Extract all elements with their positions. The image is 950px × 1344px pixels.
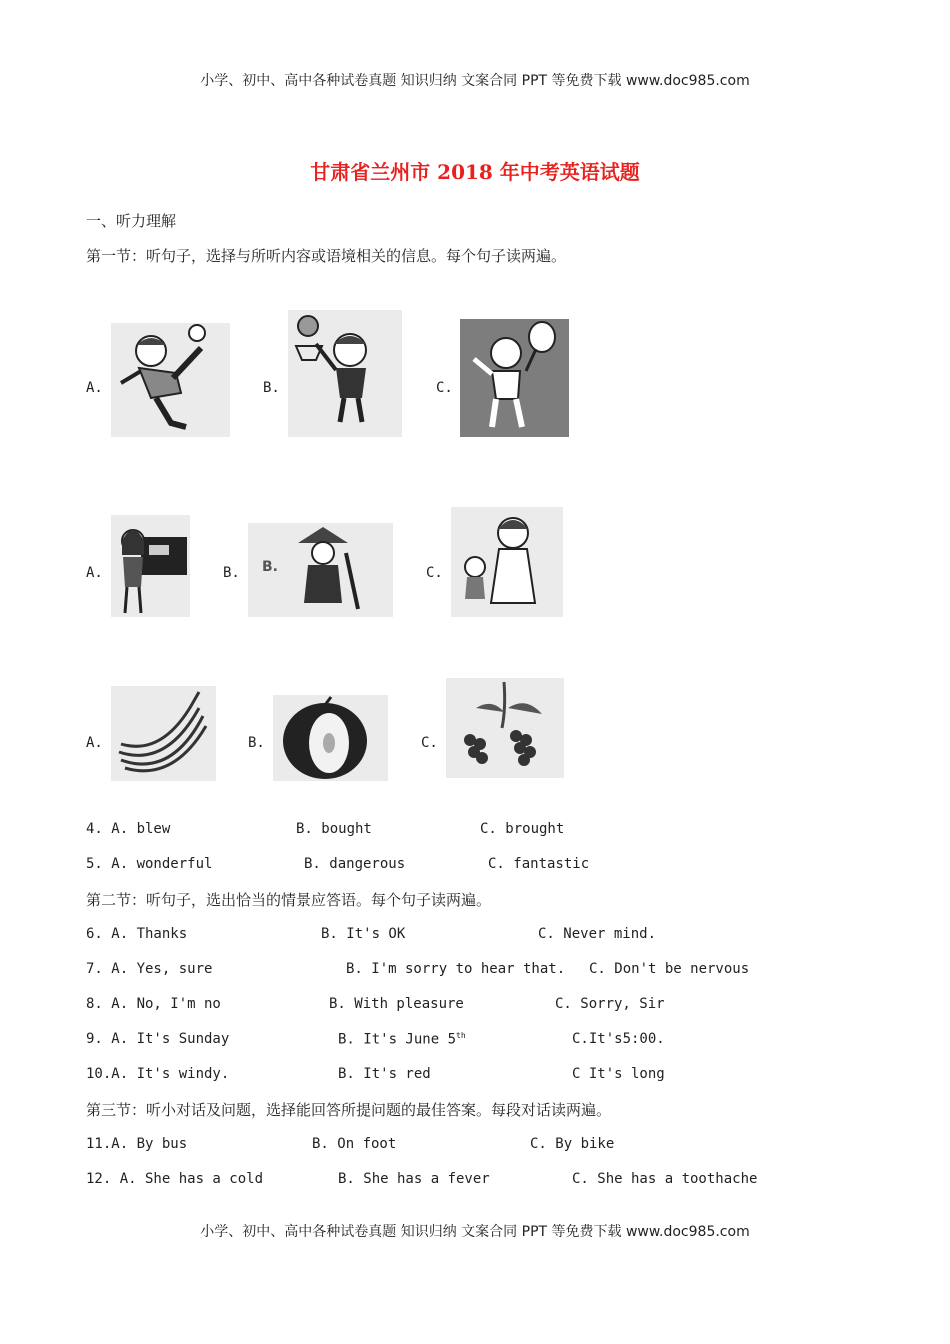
option-label-b: B. — [263, 380, 280, 396]
q11-option-a: 11.A. By bus — [86, 1136, 188, 1152]
q11-option-b: B. On foot — [312, 1136, 397, 1152]
q6-option-c: C. Never mind. — [538, 926, 657, 942]
option-label-a: A. — [86, 380, 103, 396]
q10-option-c: C It's long — [572, 1066, 665, 1082]
soccer-boy-image — [111, 323, 230, 437]
q12-option-b: B. She has a fever — [338, 1171, 490, 1187]
q12-option-c: C. She has a toothache — [572, 1171, 758, 1187]
section-heading: 一、听力理解 — [86, 212, 177, 230]
option-label-a: A. — [86, 735, 103, 751]
page-header: 小学、初中、高中各种试卷真题 知识归纳 文案合同 PPT 等免费下载 www.doc985.com — [200, 73, 750, 89]
q4-option-a: 4. A. blew — [86, 821, 171, 837]
overlay-letter-b: B. — [262, 559, 278, 575]
basketball-boy-image — [288, 310, 402, 437]
option-label-b: B. — [223, 565, 240, 581]
q8-option-a: 8. A. No, I'm no — [86, 996, 221, 1012]
badminton-girl-image — [460, 319, 569, 437]
farmer-woman-image — [248, 523, 393, 617]
q4-option-b: B. bought — [296, 821, 372, 837]
q5-option-b: B. dangerous — [304, 856, 406, 872]
q9-option-b-superscript: th — [456, 1031, 466, 1040]
grapes-image — [446, 678, 564, 778]
option-label-c: C. — [421, 735, 438, 751]
q9-option-b-text: B. It's June 5 — [338, 1031, 457, 1048]
q9-option-c: C.It's5:00. — [572, 1031, 665, 1047]
option-label-c: C. — [426, 565, 443, 581]
teacher-blackboard-image — [111, 515, 190, 617]
q9-option-b — [338, 1031, 466, 1048]
q5-option-c: C. fantastic — [488, 856, 590, 872]
banana-image — [111, 686, 216, 781]
page-title: 甘肃省兰州市 2018 年中考英语试题 — [310, 160, 640, 184]
q8-option-c: C. Sorry, Sir — [555, 996, 665, 1012]
q4-option-c: C. brought — [480, 821, 565, 837]
page-footer: 小学、初中、高中各种试卷真题 知识归纳 文案合同 PPT 等免费下载 www.doc985.com — [200, 1224, 750, 1240]
q7-option-c: C. Don't be nervous — [589, 961, 750, 977]
option-label-c: C. — [436, 380, 453, 396]
q6-option-a: 6. A. Thanks — [86, 926, 188, 942]
part-2-instruction: 第二节：听句子，选出恰当的情景应答语。每个句子读两遍。 — [86, 891, 492, 909]
apple-image — [273, 695, 388, 781]
q7-option-b: B. I'm sorry to hear that. — [346, 961, 566, 977]
part-1-instruction: 第一节：听句子，选择与所听内容或语境相关的信息。每个句子读两遍。 — [86, 247, 567, 265]
option-label-a: A. — [86, 565, 103, 581]
q9-option-a: 9. A. It's Sunday — [86, 1031, 230, 1047]
q6-option-b: B. It's OK — [321, 926, 406, 942]
q10-option-b: B. It's red — [338, 1066, 431, 1082]
q10-option-a: 10.A. It's windy. — [86, 1066, 230, 1082]
q7-option-a: 7. A. Yes, sure — [86, 961, 213, 977]
part-3-instruction: 第三节：听小对话及问题，选择能回答所提问题的最佳答案。每段对话读两遍。 — [86, 1101, 612, 1119]
option-label-b: B. — [248, 735, 265, 751]
mother-daughter-image — [451, 507, 563, 617]
q5-option-a: 5. A. wonderful — [86, 856, 213, 872]
q11-option-c: C. By bike — [530, 1136, 615, 1152]
q8-option-b: B. With pleasure — [329, 996, 464, 1012]
q12-option-a: 12. A. She has a cold — [86, 1171, 264, 1187]
